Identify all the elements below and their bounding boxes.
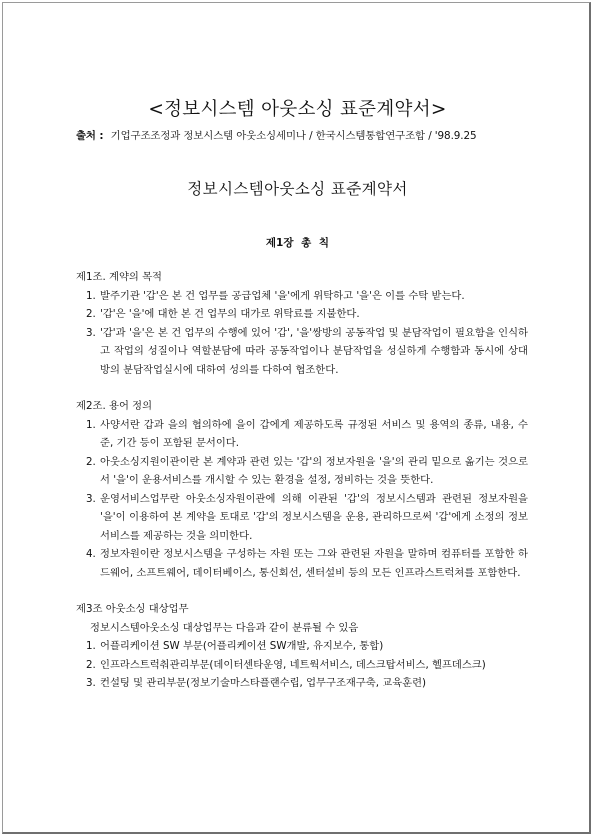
item-number: 2. [86,658,96,671]
item-number: 1. [86,289,96,302]
article-heading: 제2조. 용어 정의 [76,400,153,412]
list-item [76,490,528,546]
item-number: 2. [86,308,96,320]
list-item [76,674,528,693]
item-text: 어플리케이션 SW 부문(어플리케이션 SW개발, 유지보수, 통합) [100,640,384,652]
list-item [76,545,528,582]
list-item [76,324,528,380]
item-number: 4. [86,548,96,560]
item-number: 1. [86,418,96,431]
list-item [76,453,528,490]
item-number: 1. [86,640,96,652]
article-2 [76,397,528,582]
list-item [76,637,528,656]
item-text: 아웃소싱지원이관이란 본 계약과 관련 있는 '갑'의 정보자원을 '을'의 관리 밑으로 옮기는 것으로서 '을'이 운용서비스를 개시할 수 있는 환경을 설정, 정비하는 것을 뜻한다. [100,455,528,486]
document-title: <정보시스템 아웃소싱 표준계약서> [148,99,447,120]
source-label: 출처 : [76,130,104,142]
article-3 [76,600,528,693]
source-line [76,127,546,142]
list-item [76,305,528,324]
item-text: 인프라스트럭춰관리부문(데이터센타운영, 네트웍서비스, 데스크탑서비스, 헬프데스크) [100,658,486,671]
item-text: 사양서란 갑과 을의 협의하에 을이 갑에게 제공하도록 규정된 서비스 및 용역의 종류, 내용, 수준, 기간 등이 포함된 문서이다. [100,418,528,449]
item-text: '갑'은 '을'에 대한 본 건 업무의 대가로 위탁료를 지불한다. [100,308,360,320]
item-number: 2. [86,455,96,468]
article-heading: 제1조. 계약의 목적 [76,271,162,283]
article-1 [76,268,528,379]
source-text: 기업구조조정과 정보시스템 아웃소싱세미나 / 한국시스템통합연구조합 / '98.9.25 [110,130,477,142]
item-text: 발주기관 '갑'은 본 건 업무를 공급업체 '을'에게 위탁하고 '을'은 이를 수탁 받는다. [100,289,465,302]
item-text: '갑'과 '을'은 본 건 업무의 수행에 있어 '갑', '을'쌍방의 공동작업 및 분담작업이 필요함을 인식하고 작업의 성질이나 역할분담에 따라 공동작업이나 분담작업을 성실하게 수행함과 동시에 상대방의 분담작업실시에 대하여 성의를 다하여 협조한다. [100,326,528,376]
item-number: 3. [86,492,96,505]
list-item [76,656,528,675]
item-text: 정보자원이란 정보시스템을 구성하는 자원 또는 그와 관련된 자원을 말하며 컴퓨터를 포함한 하드웨어, 소프트웨어, 데이터베이스, 통신회선, 센터설비 등의 모든 인프라스트럭쳐를 포함한다. [100,548,528,579]
chapter-heading: 제1장 총 칙 [265,237,330,249]
document-body [76,268,528,711]
item-text: 컨설팅 및 관리부문(정보기술마스타플랜수립, 업무구조재구축, 교육훈련) [100,677,427,689]
article-heading: 제3조 아웃소싱 대상업무 [76,603,189,615]
item-number: 3. [86,326,96,339]
item-number: 3. [86,677,96,689]
article-intro: 정보시스템아웃소싱 대상업무는 다음과 같이 분류될 수 있음 [90,621,359,634]
list-item [76,287,528,306]
document-subtitle: 정보시스템아웃소싱 표준계약서 [187,180,408,198]
item-text: 운영서비스업무란 아웃소싱자원이관에 의해 이관된 '갑'의 정보시스템과 관련된 정보자원을 '을'이 이용하여 본 계약을 토대로 '갑'의 정보시스템을 운용, 관리하므로써 '갑'에게 소정의 정보서비스를 제공하는 것을 의미한다. [100,492,528,542]
list-item [76,416,528,453]
